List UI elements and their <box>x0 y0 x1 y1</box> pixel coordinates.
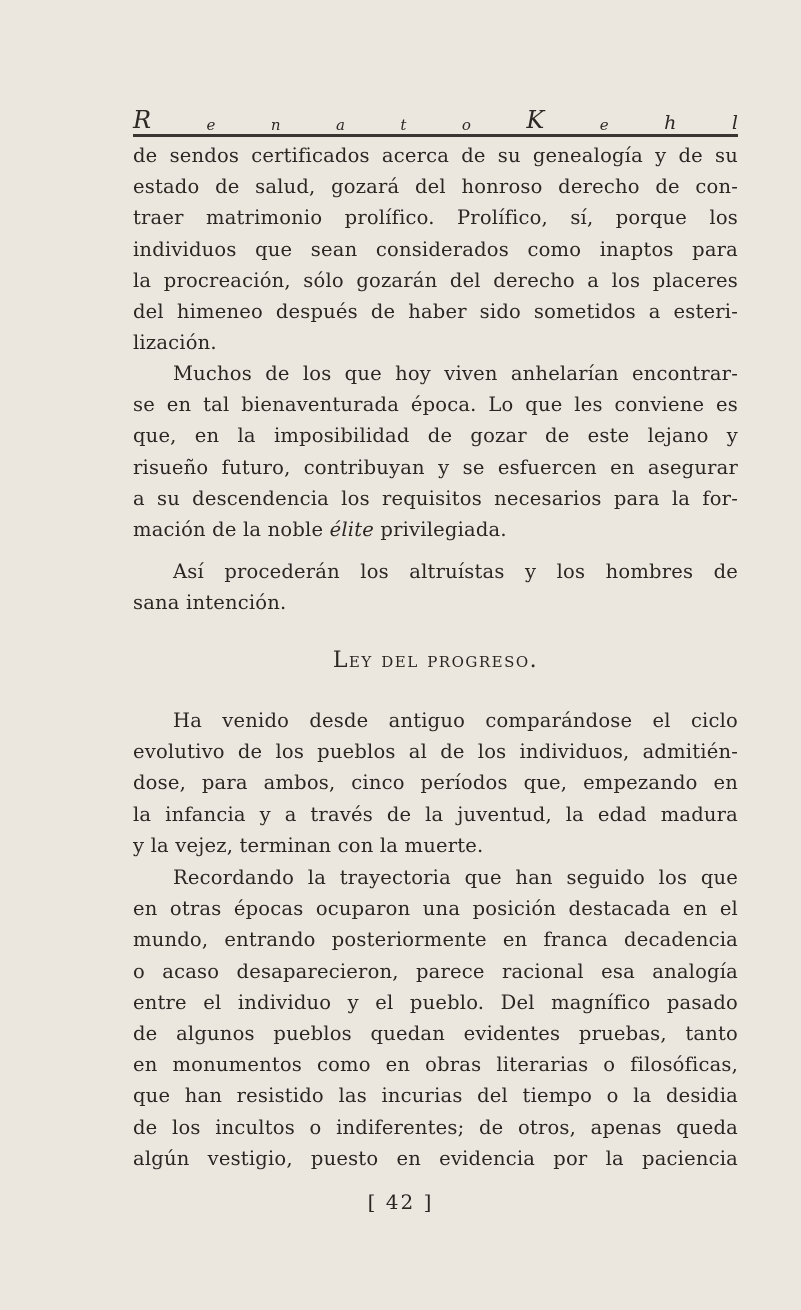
running-head <box>133 98 738 134</box>
text-line: a su descendencia los requisitos necesarios para la for- <box>133 486 738 510</box>
text-line: evolutivo de los pueblos al de los individuos, admitién- <box>133 740 738 764</box>
header-letter: e <box>206 116 216 134</box>
text-line: del himeneo después de haber sido sometidos a esteri- <box>133 299 738 323</box>
text-line: o acaso desaparecieron, parece racional esa analogía <box>133 959 738 983</box>
paragraph-4 <box>133 705 738 861</box>
text-line: risueño futuro, contribuyan y se esfuercen en asegurar <box>133 455 738 479</box>
text-line: y la vejez, terminan con la muerte. <box>133 833 484 857</box>
paragraph-1 <box>133 140 738 358</box>
text-line: mundo, entrando posteriormente en franca decadencia <box>133 928 738 952</box>
text-line: sana intención. <box>133 591 287 615</box>
text-line: de algunos pueblos quedan evidentes pruebas, tanto <box>133 1021 738 1045</box>
text-line: en otras épocas ocuparon una posición destacada en el <box>133 897 738 921</box>
text-fragment: privilegiada. <box>374 517 507 541</box>
text-line: Así procederán los altruístas y los hombres de <box>173 560 738 583</box>
paragraph-5 <box>133 862 738 1174</box>
section-heading: Ley del progreso. <box>332 648 539 673</box>
header-letter: a <box>336 116 345 134</box>
text-line: Recordando la trayectoria que han seguido los que <box>173 866 738 889</box>
text-line: la procreación, sólo gozarán del derecho a los placeres <box>133 268 738 292</box>
header-letter: K <box>526 106 545 134</box>
text-line: algún vestigio, puesto en evidencia por la paciencia <box>133 1146 738 1170</box>
text-line <box>133 514 738 545</box>
header-letter: t <box>400 116 407 134</box>
header-letter: l <box>731 112 738 134</box>
text-line: dose, para ambos, cinco períodos que, empezando en <box>133 771 738 795</box>
text-line: se en tal bienaventurada época. Lo que les conviene es <box>133 393 738 417</box>
header-letter: h <box>664 112 677 134</box>
text-line: de los incultos o indiferentes; de otros, apenas queda <box>133 1115 738 1139</box>
page-number: [ 42 ] <box>367 1190 434 1214</box>
paragraph-3 <box>133 556 738 618</box>
header-letter: R <box>133 106 152 134</box>
text-line: estado de salud, gozará del honroso derecho de con- <box>133 175 738 199</box>
text-line: traer matrimonio prolífico. Prolífico, sí, porque los <box>133 206 738 230</box>
paragraph-2 <box>133 358 738 545</box>
text-line: lización. <box>133 331 217 355</box>
text-line: la infancia y a través de la juventud, la edad madura <box>133 802 738 826</box>
text-line: entre el individuo y el pueblo. Del magnífico pasado <box>133 990 738 1014</box>
header-letter: n <box>270 116 281 134</box>
text-line: Muchos de los que hoy viven anhelarían encontrar- <box>173 362 738 385</box>
italic-word: élite <box>329 517 375 541</box>
text-fragment: mación de la noble <box>133 517 330 541</box>
header-rule <box>133 134 738 137</box>
text-line: que han resistido las incurias del tiempo o la desidia <box>133 1084 738 1108</box>
text-line: que, en la imposibilidad de gozar de este lejano y <box>133 424 738 448</box>
text-line: Ha venido desde antiguo comparándose el ciclo <box>173 709 738 732</box>
text-line: en monumentos como en obras literarias o filosóficas, <box>133 1053 738 1077</box>
text-line: individuos que sean considerados como inaptos para <box>133 237 738 261</box>
text-line: de sendos certificados acerca de su genealogía y de su <box>133 144 738 167</box>
header-letter: o <box>461 116 471 134</box>
header-letter: e <box>599 116 609 134</box>
